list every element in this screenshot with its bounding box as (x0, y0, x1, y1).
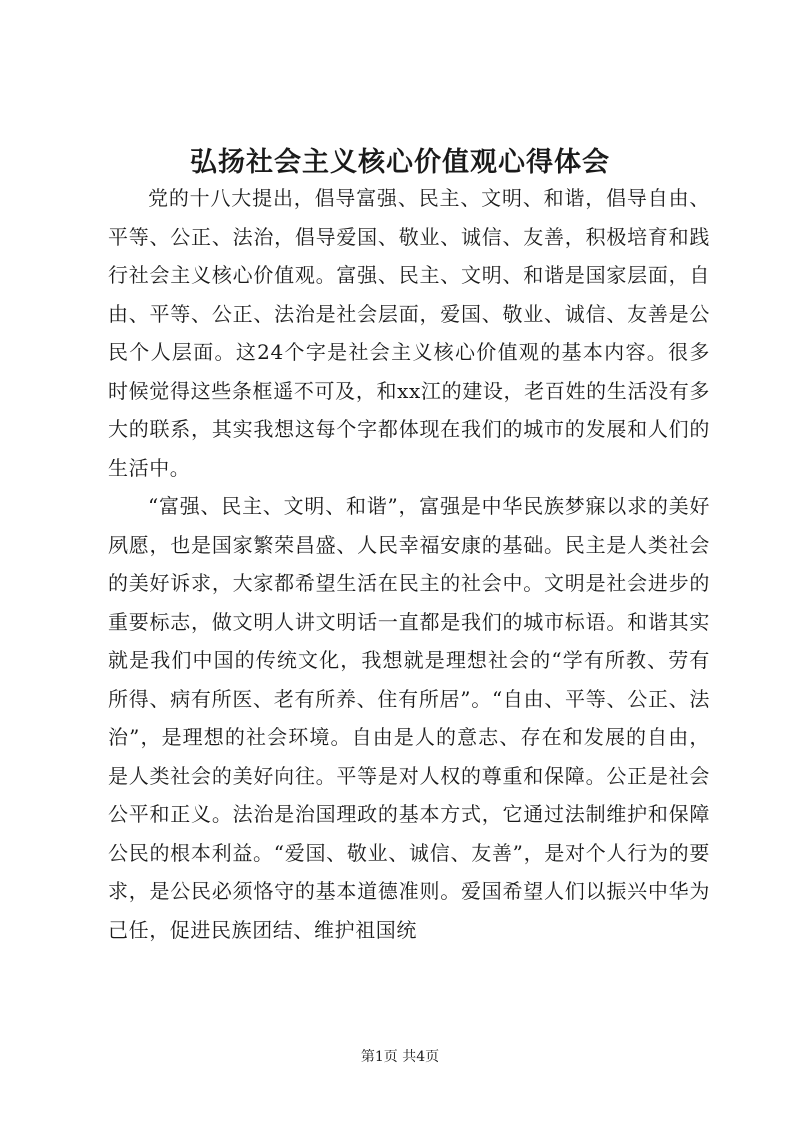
paragraph-2: “富强、民主、文明、和谐”，富强是中华民族梦寐以求的美好夙愿，也是国家繁荣昌盛、人民幸福安康的基础。民主是人类社会的美好诉求，大家都希望生活在民主的社会中。文明是社会进步的重要标志，做文明人讲文明话一直都是我们的城市标语。和谐其实就是我们中国的传统文化，我想就是理想社会的“学有所教、劳有所得、病有所医、老有所养、住有所居”。“自由、平等、公正、法治”，是理想的社会环境。自由是人的意志、存在和发展的自由，是人类社会的美好向往。平等是对人权的尊重和保障。公正是社会公平和正义。法治是治国理政的基本方式，它通过法制维护和保障公民的根本利益。“爱国、敬业、诚信、友善”，是对个人行为的要求，是公民必须恪守的基本道德准则。爱国希望人们以振兴中华为己任，促进民族团结、维护祖国统 (108, 494, 710, 942)
document-body (108, 179, 710, 949)
page-footer: 第1页 共4页 (360, 1049, 440, 1065)
document-title: 弘扬社会主义核心价值观心得体会 (190, 147, 610, 178)
paragraph-1: 党的十八大提出，倡导富强、民主、文明、和谐，倡导自由、平等、公正、法治，倡导爱国、敬业、诚信、友善，积极培育和践行社会主义核心价值观。富强、民主、文明、和谐是国家层面，自由、平等、公正、法治是社会层面，爱国、敬业、诚信、友善是公民个人层面。这24个字是社会主义核心价值观的基本内容。很多时候觉得这些条框遥不可及，和xx江的建设，老百姓的生活没有多大的联系，其实我想这每个字都体现在我们的城市的发展和人们的生活中。 (108, 186, 710, 480)
